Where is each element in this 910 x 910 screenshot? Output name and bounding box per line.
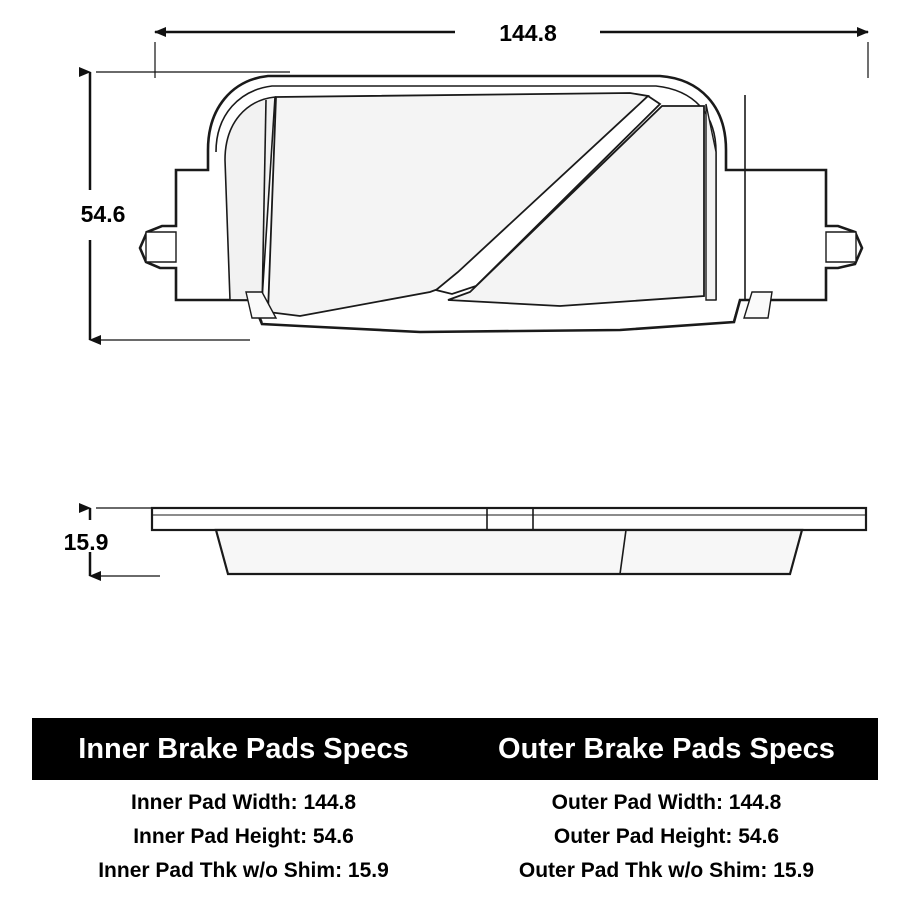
- outer-pad-width-value: Outer Pad Width: 144.8: [551, 791, 782, 814]
- inner-pad-height-value: Inner Pad Height: 54.6: [133, 825, 354, 848]
- pad-ear-left: [146, 232, 176, 262]
- side-friction-material: [216, 530, 802, 574]
- outer-pad-height-value: Outer Pad Height: 54.6: [553, 825, 780, 848]
- spec-row-height: [32, 822, 878, 852]
- width-dimension-group: [155, 20, 868, 78]
- spec-row-width: [32, 788, 878, 818]
- thickness-dimension-group: [64, 508, 160, 576]
- inner-pad-width-value: Inner Pad Width: 144.8: [130, 791, 357, 814]
- side-backing-plate: [152, 508, 866, 530]
- pad-ear-right: [826, 232, 856, 262]
- brake-pad-side-view: [152, 508, 866, 574]
- height-dimension-label: 54.6: [80, 201, 126, 227]
- specs-body: [32, 788, 878, 886]
- thickness-dimension-label: 15.9: [63, 529, 109, 555]
- inner-pad-thickness-value: Inner Pad Thk w/o Shim: 15.9: [98, 859, 389, 882]
- brake-pad-specs-table: [32, 718, 878, 890]
- inner-specs-header: Inner Brake Pads Specs: [78, 732, 409, 765]
- width-dimension-label: 144.8: [499, 20, 557, 46]
- outer-specs-header: Outer Brake Pads Specs: [498, 732, 835, 765]
- outer-pad-thickness-value: Outer Pad Thk w/o Shim: 15.9: [518, 859, 815, 882]
- brake-pad-face-view: [140, 76, 862, 332]
- specs-header-row: [32, 718, 878, 780]
- spec-row-thickness: [32, 856, 878, 886]
